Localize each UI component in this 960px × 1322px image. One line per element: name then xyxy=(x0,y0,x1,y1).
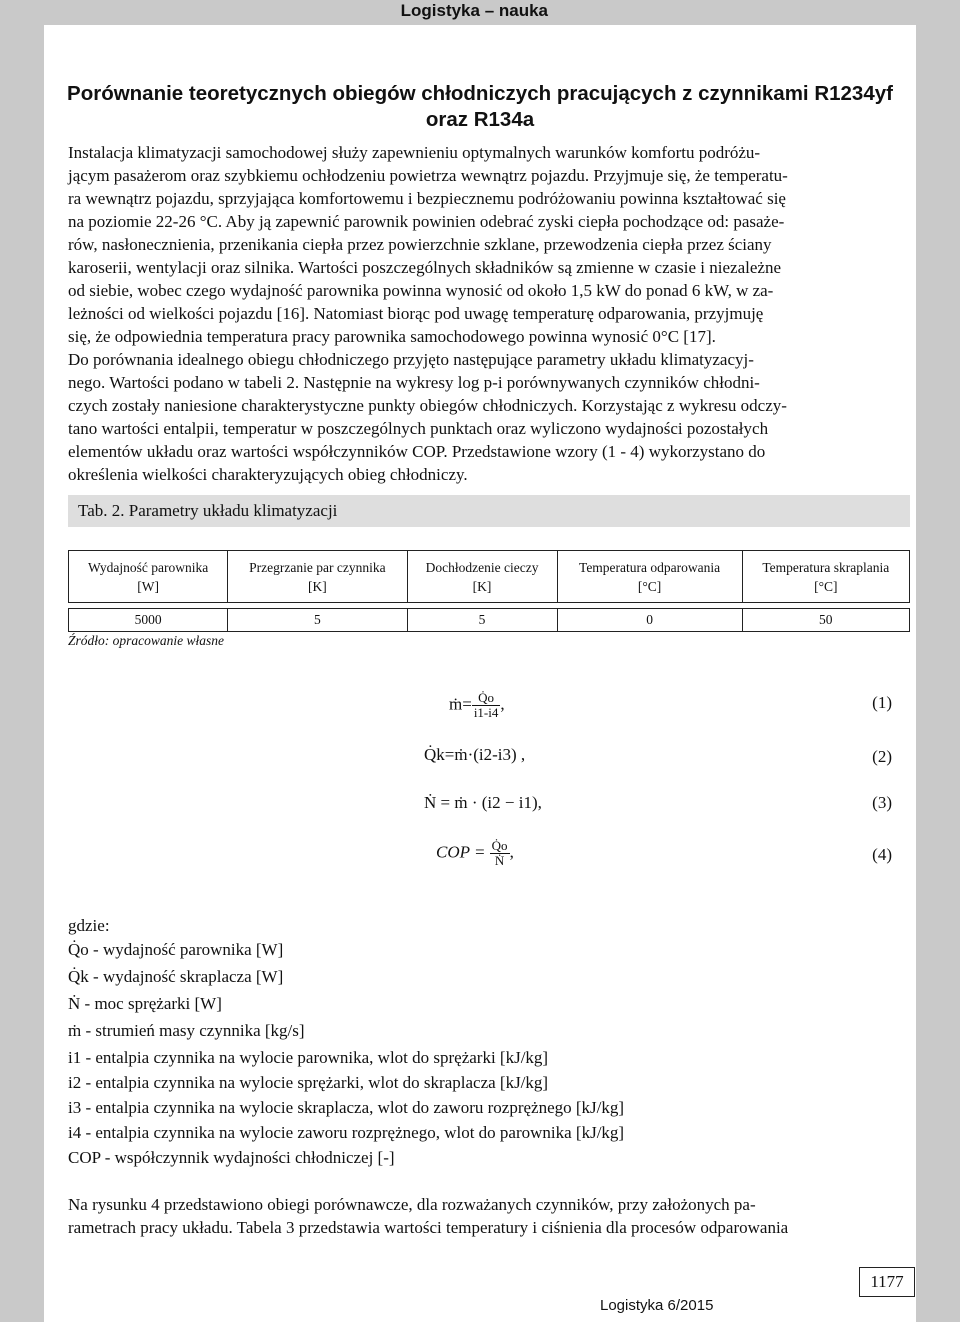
journal-footer: Logistyka 6/2015 xyxy=(600,1297,714,1314)
body-line: jącym pasażerom oraz szybkiemu ochłodzeniu powietrza wewnątrz pojazdu. Przyjmuje się, że temperatu- xyxy=(68,166,788,185)
body-line: czych zostały naniesione charakterystyczne punkty obiegów chłodniczych. Korzystając z wykresu odczy- xyxy=(68,396,787,415)
table-cell: 50 xyxy=(742,609,909,632)
table-source: Źródło: opracowanie własne xyxy=(68,633,225,648)
equation-number: (4) xyxy=(872,845,892,864)
body-line: się, że odpowiednia temperatura pracy parownika samochodowego powinna wynosić 0°C [17]. xyxy=(68,327,716,346)
header-label: Temperatura odparowania xyxy=(579,559,721,575)
table-header-cell xyxy=(742,551,909,603)
definition-item: i4 - entalpia czynnika na wylocie zaworu rozprężnego, wlot do parownika [kJ/kg] xyxy=(68,1123,625,1142)
body-line: tano wartości entalpii, temperatur w poszczególnych punktach oraz wyliczono wydajności pozostałych xyxy=(68,419,769,438)
table-cell: 0 xyxy=(557,609,742,632)
table-caption-band xyxy=(68,495,910,527)
definition-item: i3 - entalpia czynnika na wylocie skraplacza, wlot do zaworu rozprężnego [kJ/kg] xyxy=(68,1098,625,1117)
definition-item: i1 - entalpia czynnika na wylocie parownika, wlot do sprężarki [kJ/kg] xyxy=(68,1048,549,1067)
table-header-cell xyxy=(69,551,228,603)
formula-4 xyxy=(436,839,514,868)
header-unit: [K] xyxy=(308,578,327,594)
table-cell: 5 xyxy=(407,609,557,632)
body-line: określenia wielkości charakteryzujących obieg chłodniczy. xyxy=(68,465,468,484)
definitions-intro: gdzie: xyxy=(68,916,110,935)
body-line: nego. Wartości podano w tabeli 2. Następnie na wykresy log p-i porównywanych czynników chłodni- xyxy=(68,373,760,392)
definition-item: Ṅ - moc sprężarki [W] xyxy=(68,994,222,1013)
table-cell: 5000 xyxy=(69,609,228,632)
body-line: Instalacja klimatyzacji samochodowej służy zapewnieniu optymalnych warunków komfortu podróżu- xyxy=(68,143,761,162)
definition-item: Q̇o - wydajność parownika [W] xyxy=(68,940,284,959)
table-header-cell xyxy=(228,551,407,603)
fraction-denominator: i1-i4 xyxy=(473,705,499,720)
definition-item: COP - współczynnik wydajności chłodniczej [-] xyxy=(68,1148,395,1167)
body-line: Na rysunku 4 przedstawiono obiegi porównawcze, dla rozważanych czynników, przy założonych pa- xyxy=(68,1195,756,1214)
left-margin-band xyxy=(0,0,44,1322)
header-label: Przegrzanie par czynnika xyxy=(249,559,386,575)
formula-3: Ṅ = ṁ · (i2 − i1), xyxy=(424,793,542,812)
body-line: elementów układu oraz wartości współczynników COP. Przedstawione wzory (1 - 4) wykorzystano do xyxy=(68,442,766,461)
equation-number: (2) xyxy=(872,747,892,766)
header-label: Temperatura skraplania xyxy=(762,559,890,575)
table-cell: 5 xyxy=(228,609,407,632)
body-line: na poziomie 22-26 °C. Aby ją zapewnić parownik powinien odebrać zyski ciepła pochodzące od: pasaże- xyxy=(68,212,785,231)
body-line: leżności od wielkości pojazdu [16]. Natomiast biorąc pod uwagę temperaturę odparowania, przyjmuję xyxy=(68,304,764,323)
formula-2: Q̇k=ṁ·(i2-i3) , xyxy=(424,745,526,764)
article-title-line-1: Porównanie teoretycznych obiegów chłodniczych pracujących z czynnikami R1234yf xyxy=(67,82,893,105)
parameters-table xyxy=(68,550,910,632)
article-title-line-2: oraz R134a xyxy=(425,108,535,131)
table-header-row xyxy=(69,551,910,603)
table-header-cell xyxy=(557,551,742,603)
equation-number: (1) xyxy=(872,693,892,712)
fraction-denominator: Ṅ xyxy=(494,853,505,868)
section-header: Logistyka – nauka xyxy=(400,1,548,20)
body-line: od siebie, wobec czego wydajność parownika powinna wynosić od około 1,5 kW do ponad 6 kW, w za- xyxy=(68,281,774,300)
body-line: karoserii, wentylacji oraz silnika. Wartości poszczególnych składników są zmienne w czasie i niezależne xyxy=(68,258,781,277)
body-line: rów, nasłonecznienia, przenikania ciepła przez powierzchnie szklane, przewodzenia ciepła przez ściany xyxy=(68,235,772,254)
header-label: Wydajność parownika xyxy=(88,559,209,575)
fraction-numerator: Q̇o xyxy=(472,691,501,706)
definition-item: ṁ - strumień masy czynnika [kg/s] xyxy=(68,1021,305,1040)
right-margin-band xyxy=(916,0,960,1322)
equation-number: (3) xyxy=(872,793,892,812)
definition-item: Q̇k - wydajność skraplacza [W] xyxy=(68,967,284,986)
header-label: Dochłodzenie cieczy xyxy=(425,559,539,575)
formula-lhs: COP = xyxy=(436,842,486,862)
formula-tail: , xyxy=(500,694,505,714)
header-unit: [°C] xyxy=(637,578,662,594)
page xyxy=(44,25,916,1322)
header-unit: [°C] xyxy=(814,578,838,594)
header-unit: [W] xyxy=(137,578,160,594)
table-row xyxy=(69,609,910,632)
definition-item: i2 - entalpia czynnika na wylocie sprężarki, wlot do skraplacza [kJ/kg] xyxy=(68,1073,549,1092)
table-caption: Tab. 2. Parametry układu klimatyzacji xyxy=(78,501,338,520)
formula-1 xyxy=(449,691,505,720)
formula-lhs: ṁ= xyxy=(449,694,472,714)
table-header-cell xyxy=(407,551,557,603)
page-number: 1177 xyxy=(859,1267,915,1297)
fraction xyxy=(490,839,510,868)
formula-tail: , xyxy=(509,842,514,862)
body-line: ra wewnątrz pojazdu, sprzyjająca komfortowemu i bezpiecznemu podróżowaniu powinna kształtować się xyxy=(68,189,786,208)
fraction xyxy=(472,691,501,720)
header-unit: [K] xyxy=(472,578,492,594)
body-line: rametrach pracy układu. Tabela 3 przedstawia wartości temperatury i ciśnienia dla procesów odparowania xyxy=(68,1218,789,1237)
fraction-numerator: Q̇o xyxy=(491,838,508,853)
body-line: Do porównania idealnego obiegu chłodniczego przyjęto następujące parametry układu klimatyzacyj- xyxy=(68,350,754,369)
